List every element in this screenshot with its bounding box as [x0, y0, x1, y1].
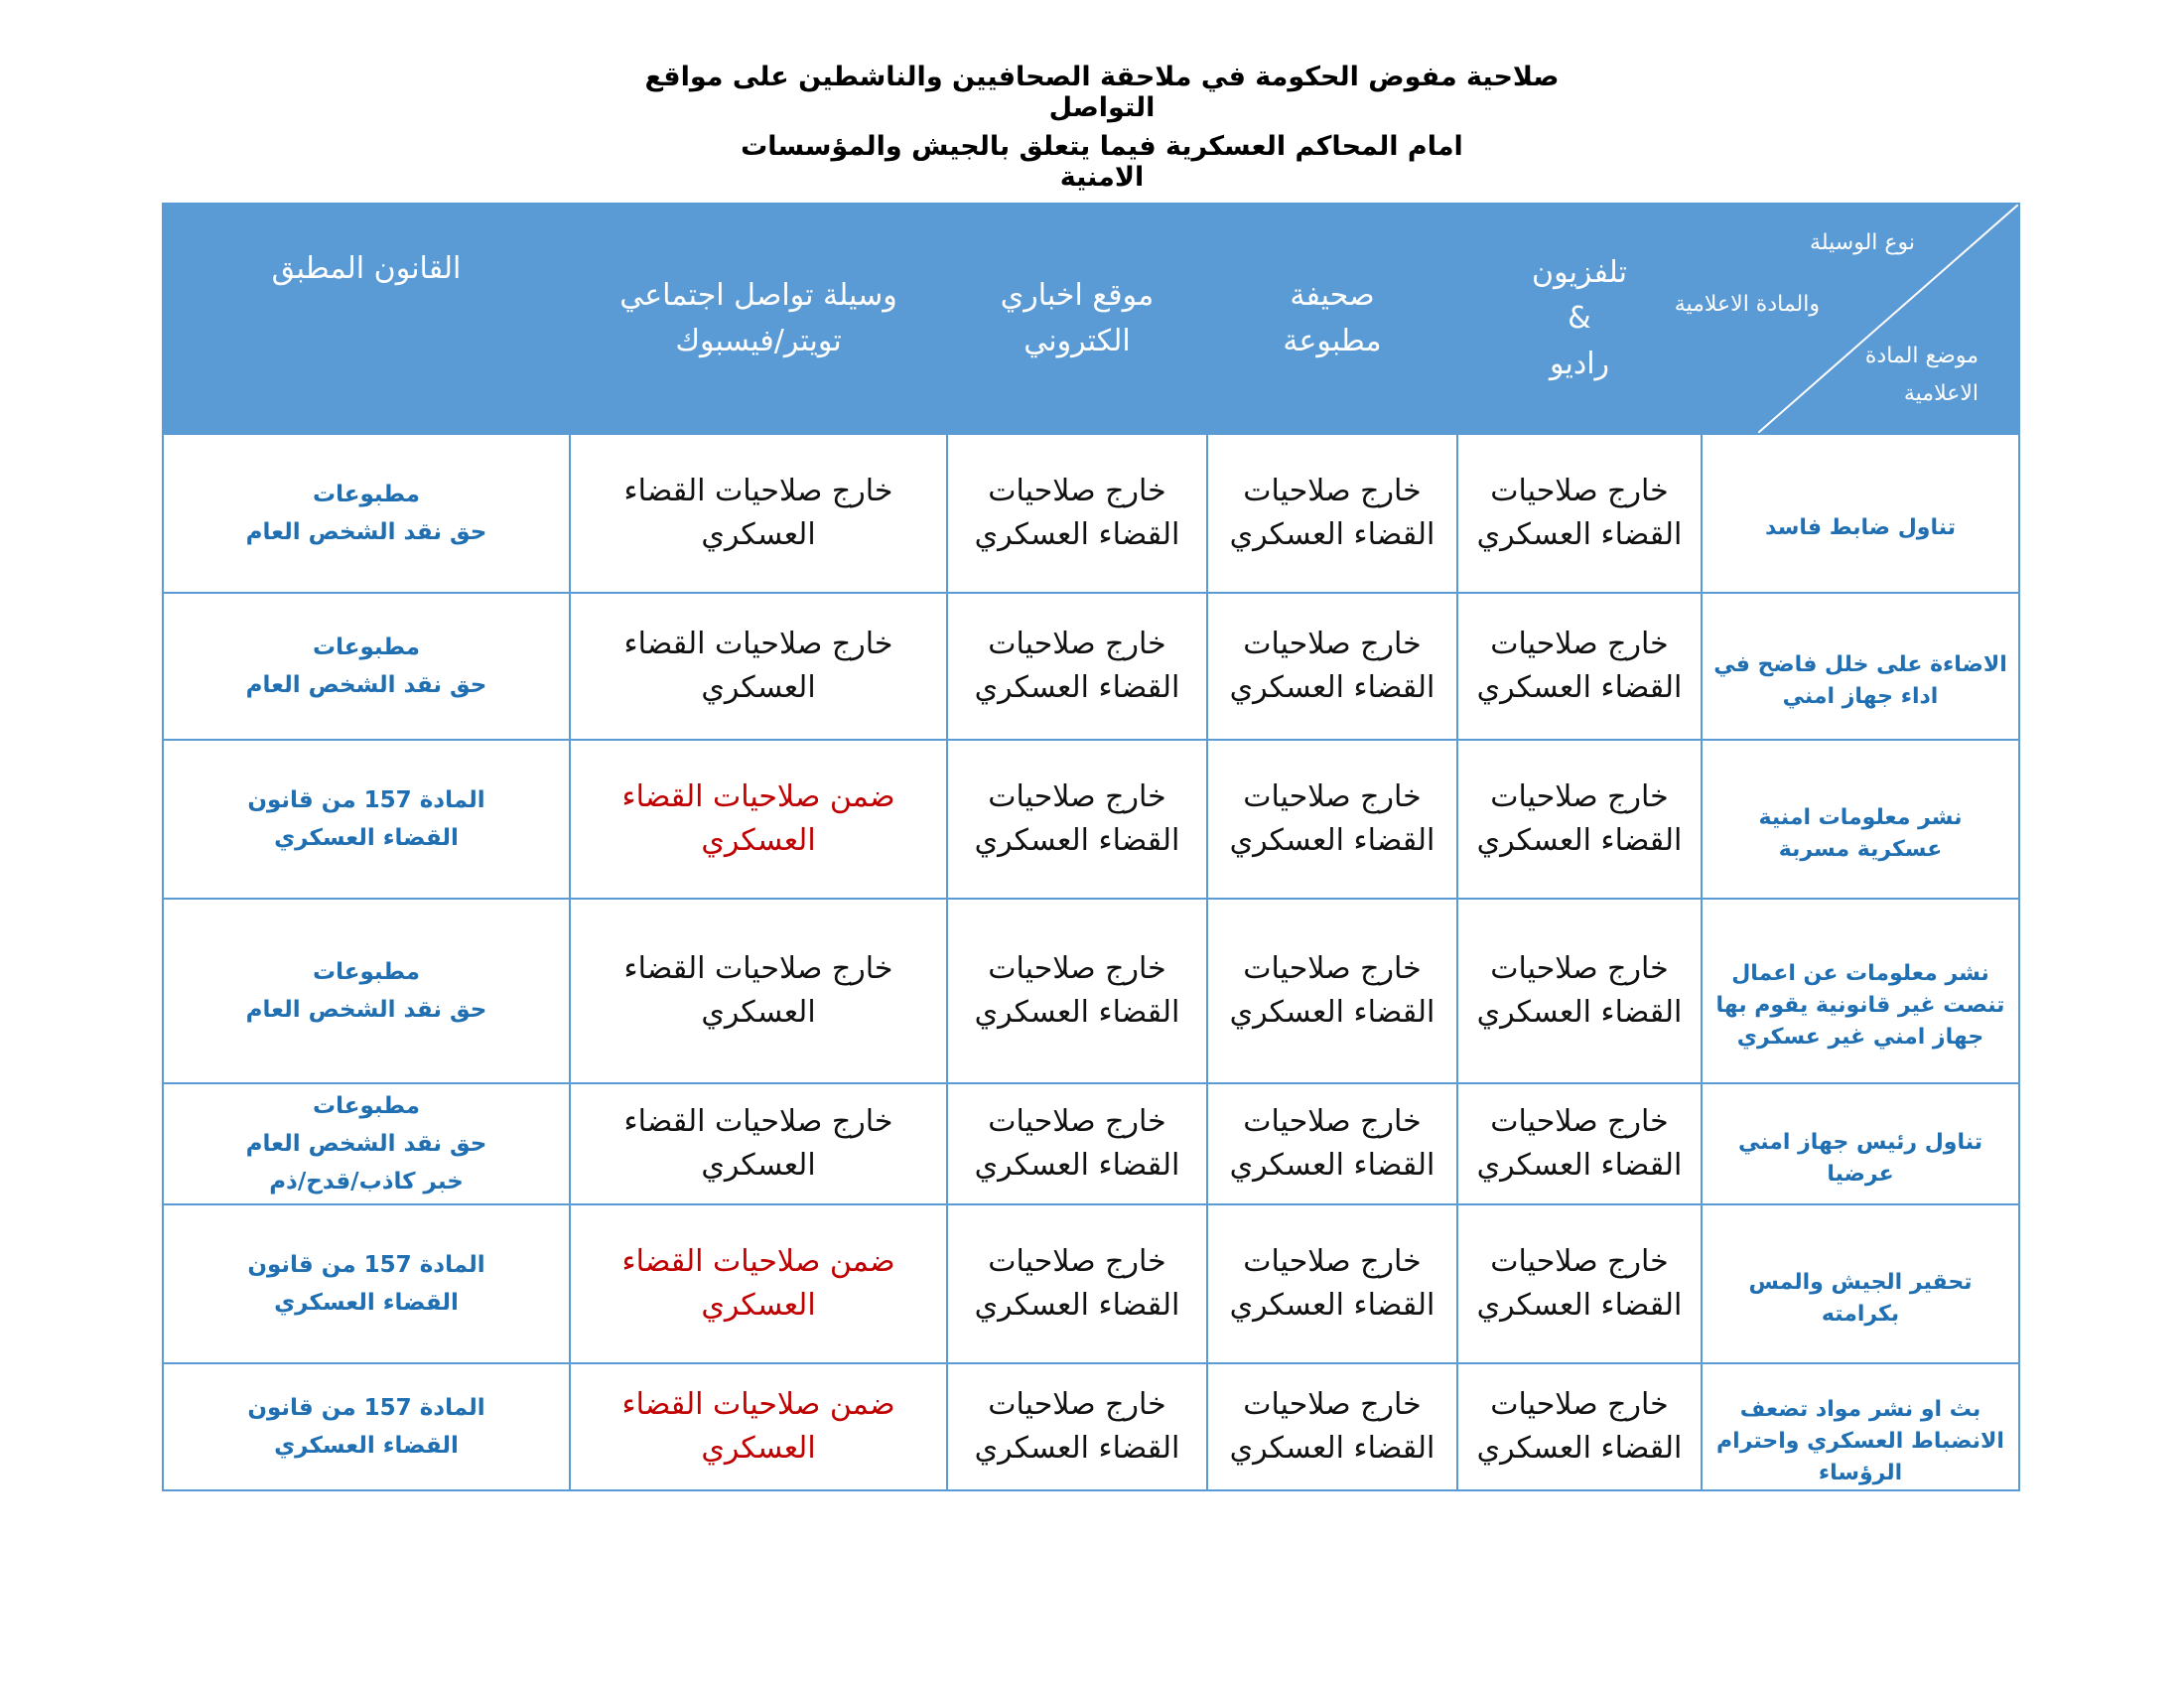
row-law-cell [163, 593, 570, 740]
row-topic-cell [1702, 593, 2019, 740]
corner-header-cell [1674, 204, 2019, 434]
row-topic-text: بث او نشر مواد تضعف الانضباط العسكري واحترام الرؤساء [1716, 1397, 2004, 1485]
out-of-jurisdiction-text: خارج صلاحيات القضاء العسكري [974, 1104, 1180, 1183]
row-social-cell [570, 740, 947, 899]
out-of-jurisdiction-text: خارج صلاحيات القضاء العسكري [1476, 474, 1683, 552]
out-of-jurisdiction-text: خارج صلاحيات القضاء العسكري [1476, 1244, 1683, 1323]
row-tv-cell [1457, 434, 1702, 593]
out-of-jurisdiction-text: خارج صلاحيات القضاء العسكري [1476, 627, 1683, 705]
row-print-cell [1207, 899, 1457, 1083]
row-law-cell [163, 740, 570, 899]
row-topic-cell [1702, 434, 2019, 593]
row-law-cell [163, 1363, 570, 1490]
corner-label-subject-1: موضع المادة [1864, 344, 1979, 368]
header-law-label: القانون المطبق [271, 251, 462, 286]
header-social-line1: وسيلة تواصل اجتماعي [619, 278, 897, 313]
out-of-jurisdiction-text: خارج صلاحيات القضاء العسكري [974, 779, 1180, 858]
row-print-cell [1207, 1204, 1457, 1363]
row-web-cell [947, 434, 1207, 593]
out-of-jurisdiction-text: خارج صلاحيات القضاء العسكري [1476, 1104, 1683, 1183]
out-of-jurisdiction-text: خارج صلاحيات القضاء العسكري [1229, 1104, 1435, 1183]
table-body [163, 434, 2019, 1490]
out-of-jurisdiction-text: خارج صلاحيات القضاء العسكري [974, 627, 1180, 705]
row-topic-text: نشر معلومات عن اعمال تنصت غير قانونية يقوم بها جهاز امني غير عسكري [1715, 961, 2005, 1050]
row-social-cell [570, 1204, 947, 1363]
row-law-cell [163, 899, 570, 1083]
document-subtitle: امام المحاكم العسكرية فيما يتعلق بالجيش والمؤسسات الامنية [741, 131, 1463, 193]
row-tv-cell [1457, 899, 1702, 1083]
law-line: المادة 157 من قانون [247, 1252, 485, 1278]
out-of-jurisdiction-text: خارج صلاحيات القضاء العسكري [1229, 951, 1435, 1030]
header-web-line2: الكتروني [1024, 324, 1131, 358]
table-row [163, 1083, 2019, 1204]
row-web-cell [947, 593, 1207, 740]
in-jurisdiction-text: ضمن صلاحيات القضاء العسكري [621, 1387, 895, 1466]
row-topic-text: تحقير الجيش والمس بكرامته [1748, 1270, 1973, 1327]
row-law-cell [163, 434, 570, 593]
header-tv-line1: تلفزيون [1532, 255, 1627, 290]
law-line: مطبوعات [313, 1093, 420, 1119]
row-law-cell [163, 1204, 570, 1363]
law-line: القضاء العسكري [274, 825, 459, 851]
out-of-jurisdiction-text: خارج صلاحيات القضاء العسكري [1229, 474, 1435, 552]
row-topic-cell [1702, 1363, 2019, 1490]
row-print-cell [1207, 593, 1457, 740]
law-line: المادة 157 من قانون [247, 1395, 485, 1421]
row-print-cell [1207, 434, 1457, 593]
row-tv-cell [1457, 1083, 1702, 1204]
out-of-jurisdiction-text: خارج صلاحيات القضاء العسكري [974, 474, 1180, 552]
header-print-line1: صحيفة [1290, 278, 1375, 313]
law-line: القضاء العسكري [274, 1290, 459, 1316]
row-social-cell [570, 434, 947, 593]
out-of-jurisdiction-text: خارج صلاحيات القضاء العسكري [1476, 1387, 1683, 1466]
row-law-cell [163, 1083, 570, 1204]
row-web-cell [947, 740, 1207, 899]
row-tv-cell [1457, 1363, 1702, 1490]
header-web [947, 204, 1207, 434]
row-topic-text: تناول ضابط فاسد [1765, 515, 1956, 540]
header-tv-line2: & [1568, 301, 1591, 336]
header-social-line2: تويتر/فيسبوك [675, 324, 842, 358]
out-of-jurisdiction-text: خارج صلاحيات القضاء العسكري [974, 1387, 1180, 1466]
row-topic-cell [1702, 1204, 2019, 1363]
out-of-jurisdiction-text: خارج صلاحيات القضاء العسكري [623, 474, 893, 552]
law-line: حق نقد الشخص العام [245, 672, 487, 698]
row-topic-cell [1702, 899, 2019, 1083]
out-of-jurisdiction-text: خارج صلاحيات القضاء العسكري [1229, 779, 1435, 858]
row-social-cell [570, 1083, 947, 1204]
row-social-cell [570, 593, 947, 740]
corner-label-media-material: والمادة الاعلامية [1674, 292, 1820, 317]
header-social [570, 204, 947, 434]
document-title: صلاحية مفوض الحكومة في ملاحقة الصحافيين والناشطين على مواقع التواصل [644, 62, 1560, 123]
row-web-cell [947, 899, 1207, 1083]
out-of-jurisdiction-text: خارج صلاحيات القضاء العسكري [1229, 1244, 1435, 1323]
header-print [1207, 204, 1457, 434]
law-line: حق نقد الشخص العام [245, 997, 487, 1023]
table-row [163, 1204, 2019, 1363]
law-line: خبر كاذب/قدح/ذم [269, 1169, 464, 1195]
out-of-jurisdiction-text: خارج صلاحيات القضاء العسكري [623, 1104, 893, 1183]
row-topic-cell [1702, 1083, 2019, 1204]
out-of-jurisdiction-text: خارج صلاحيات القضاء العسكري [1476, 951, 1683, 1030]
table-row [163, 899, 2019, 1083]
law-line: حق نقد الشخص العام [245, 519, 487, 545]
row-print-cell [1207, 1083, 1457, 1204]
corner-label-media-type: نوع الوسيلة [1810, 230, 1915, 255]
row-tv-cell [1457, 740, 1702, 899]
header-spacer [1702, 204, 1757, 434]
out-of-jurisdiction-text: خارج صلاحيات القضاء العسكري [623, 627, 893, 705]
row-topic-text: تناول رئيس جهاز امني عرضيا [1738, 1130, 1982, 1187]
row-topic-cell [1702, 740, 2019, 899]
law-line: مطبوعات [313, 959, 420, 985]
table-row [163, 740, 2019, 899]
row-print-cell [1207, 1363, 1457, 1490]
row-tv-cell [1457, 1204, 1702, 1363]
header-web-line1: موقع اخباري [1000, 278, 1155, 313]
corner-label-subject-2: الاعلامية [1903, 381, 1979, 406]
header-law [163, 204, 570, 434]
header-print-line2: مطبوعة [1283, 324, 1382, 358]
table-row [163, 593, 2019, 740]
row-topic-text: نشر معلومات امنية عسكرية مسربة [1758, 805, 1963, 862]
header-tv-radio [1457, 204, 1702, 434]
out-of-jurisdiction-text: خارج صلاحيات القضاء العسكري [1476, 779, 1683, 858]
law-line: مطبوعات [313, 482, 420, 507]
law-line: حق نقد الشخص العام [245, 1131, 487, 1157]
row-tv-cell [1457, 593, 1702, 740]
table-row [163, 1363, 2019, 1490]
out-of-jurisdiction-text: خارج صلاحيات القضاء العسكري [623, 951, 893, 1030]
row-web-cell [947, 1083, 1207, 1204]
header-tv-line3: راديو [1549, 347, 1610, 381]
out-of-jurisdiction-text: خارج صلاحيات القضاء العسكري [974, 1244, 1180, 1323]
header-row [163, 204, 2019, 434]
table-row [163, 434, 2019, 593]
law-line: مطبوعات [313, 634, 420, 660]
in-jurisdiction-text: ضمن صلاحيات القضاء العسكري [621, 779, 895, 858]
out-of-jurisdiction-text: خارج صلاحيات القضاء العسكري [1229, 627, 1435, 705]
row-social-cell [570, 899, 947, 1083]
row-topic-text: الاضاءة على خلل فاضح في اداء جهاز امني [1713, 652, 2007, 709]
row-web-cell [947, 1363, 1207, 1490]
out-of-jurisdiction-text: خارج صلاحيات القضاء العسكري [974, 951, 1180, 1030]
in-jurisdiction-text: ضمن صلاحيات القضاء العسكري [621, 1244, 895, 1323]
law-line: القضاء العسكري [274, 1433, 459, 1459]
row-social-cell [570, 1363, 947, 1490]
jurisdiction-table [162, 203, 2020, 1491]
law-line: المادة 157 من قانون [247, 787, 485, 813]
out-of-jurisdiction-text: خارج صلاحيات القضاء العسكري [1229, 1387, 1435, 1466]
row-web-cell [947, 1204, 1207, 1363]
row-print-cell [1207, 740, 1457, 899]
